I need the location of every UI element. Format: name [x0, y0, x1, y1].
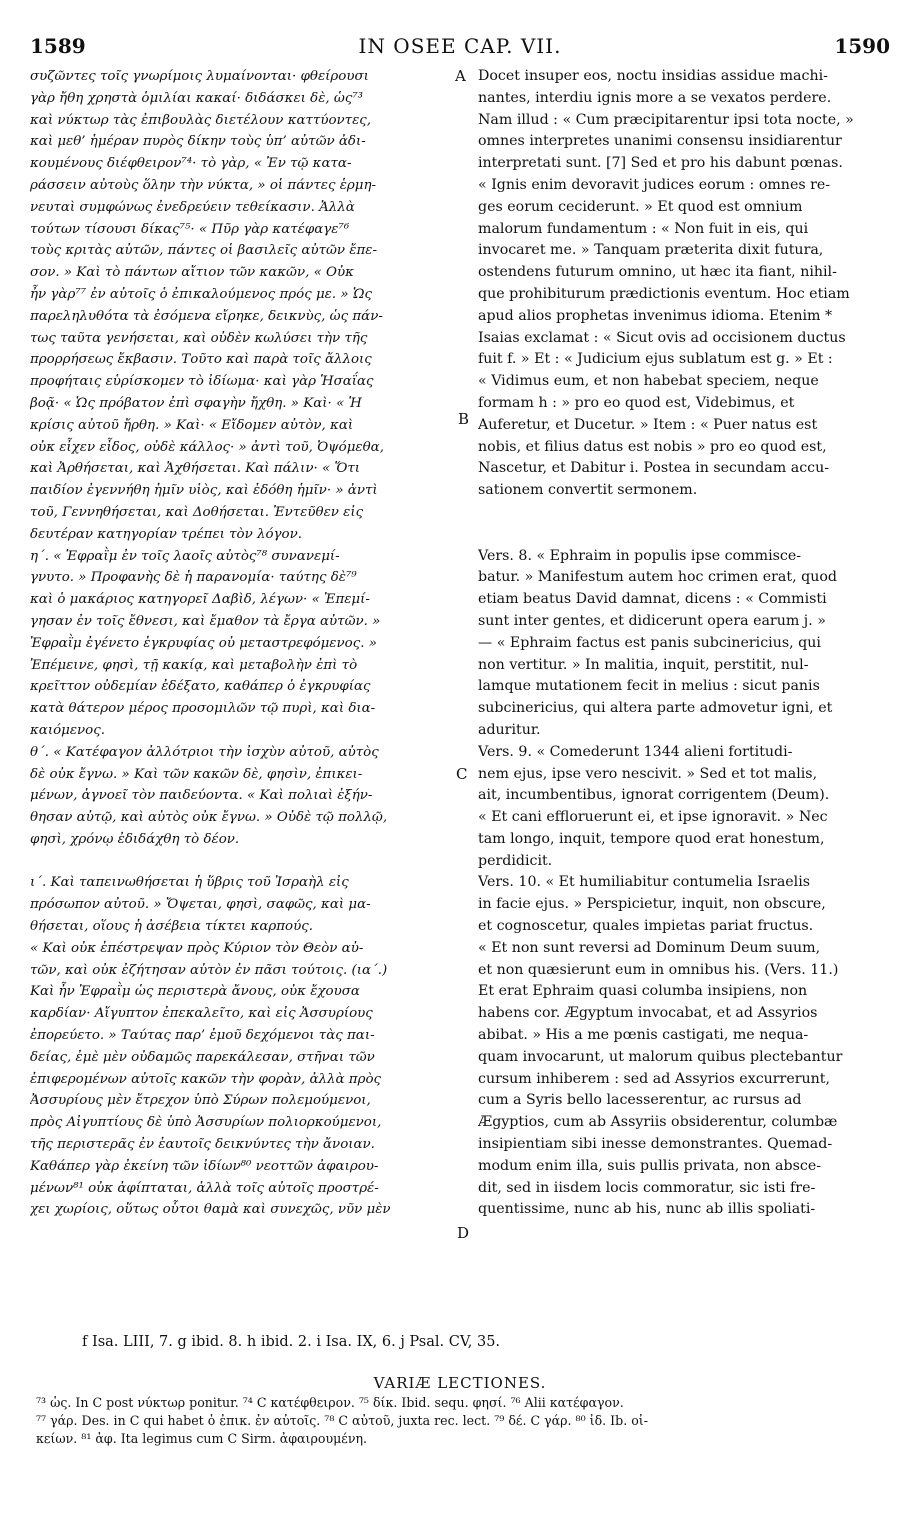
column-number-right: 1590 [834, 34, 890, 58]
greek-text-line-30: κατὰ θάτερον μέρος προσομιλῶν τῷ πυρὶ, καὶ δια- [30, 701, 376, 717]
scripture-footnotes: f Isa. LIII, 7. g ibid. 8. h ibid. 2. i Isa. IX, 6. j Psal. CV, 35. [82, 1334, 501, 1350]
greek-text-line-11: ἦν γὰρ⁷⁷ ἐν αὐτοῖς ὁ ἐπικαλούμενος πρός με. » Ὡς [30, 286, 372, 302]
greek-text-line-15: προφήταις εὑρίσκομεν τὸ ἰδίωμα· καὶ γὰρ Ἡσαΐας [30, 374, 374, 390]
greek-text-line-41: « Καὶ οὐκ ἐπέστρεψαν πρὸς Κύριον τὸν Θεὸν αὐ- [30, 940, 364, 956]
latin-text-line-13: Isaias exclamat : « Sicut ovis ad occisionem ductus [478, 329, 846, 346]
latin-text-line-10: ostendens futurum omnino, ut hæc ita fiant, nihil- [478, 264, 837, 281]
latin-text-line-44: habens cor. Ægyptum invocabat, et ad Assyrios [478, 1005, 818, 1022]
latin-text-line-27: — « Ephraim factus est panis subcinericius, qui [478, 634, 821, 651]
greek-text-line-37 [30, 851, 466, 873]
margin-letter-b: B [458, 410, 470, 428]
latin-text-line-16: formam h : » pro eo quod est, Videbimus, et [478, 394, 795, 411]
greek-text-line-33: δὲ οὐκ ἔγνω. » Καὶ τῶν κακῶν δὲ, φησὶν, ἐπικει- [30, 766, 363, 782]
greek-text-line-51: Καθάπερ γὰρ ἐκείνη τῶν ἰδίων⁸⁰ νεοττῶν ἀφαιρου- [30, 1158, 379, 1174]
variae-lectiones [36, 1394, 896, 1448]
latin-text-line-26: sunt inter gentes, et didicerunt opera earum j. » [478, 612, 826, 629]
greek-text-line-38: ι΄. Καὶ ταπεινωθήσεται ἡ ὕβρις τοῦ Ἰσραὴλ εἰς [30, 875, 349, 891]
greek-text-line-13: τως ταῦτα γενήσεται, καὶ οὐδὲν κωλύσει τὴν τῆς [30, 330, 368, 346]
variae-line-2: ⁷⁷ γάρ. Des. in C qui habet ὁ ἐπικ. ἐν αὐτοῖς. ⁷⁸ C αὐτοῦ, juxta rec. lect. ⁷⁹ δέ. C γάρ. ⁸⁰ ἰδ. Ib. οἰ- [36, 1413, 648, 1428]
greek-text-line-45: ἐπορεύετο. » Ταύτας παρ’ ἐμοῦ δεχόμενοι τὰς παι- [30, 1028, 375, 1044]
greek-text-line-23: η΄. « Ἐφραῒμ ἐν τοῖς λαοῖς αὐτὸς⁷⁸ συνανεμί- [30, 548, 340, 564]
greek-text-line-29: κρεῖττον οὐδεμίαν ἐδέξατο, καθάπερ ὁ ἐγκρυφίας [30, 679, 371, 695]
latin-text-line-6: « Ignis enim devoravit judices eorum : omnes re- [478, 176, 831, 193]
latin-text-line-49: Ægyptios, cum ab Assyriis obsiderentur, columbæ [478, 1114, 838, 1131]
latin-text-line-1: Docet insuper eos, noctu insidias assidue machi- [478, 68, 828, 84]
margin-letter-a: A [455, 67, 466, 85]
latin-text-line-17: Auferetur, et Ducetur. » Item : « Puer natus est [478, 416, 818, 433]
greek-text-line-2: γὰρ ἤθη χρηστὰ ὁμιλίαι κακαί· διδάσκει δὲ, ὡς⁷³ [30, 90, 364, 106]
latin-text-line-15: « Vidimus eum, et non habebat speciem, neque [478, 373, 819, 390]
latin-text-line-24: batur. » Manifestum autem hoc crimen erat, quod [478, 569, 837, 586]
latin-text-line-43: Et erat Ephraim quasi columba insipiens, non [478, 983, 808, 1000]
greek-text-line-5: κουμένους διέφθειρον⁷⁴· τὸ γὰρ, « Ἐν τῷ κατα- [30, 156, 352, 172]
latin-text-line-40: et cognoscetur, quales impietas pariat fructus. [478, 918, 814, 935]
latin-text-line-21 [478, 502, 890, 524]
greek-text-line-16: βοᾷ· « Ὡς πρόβατον ἐπὶ σφαγὴν ἤχθη. » Καὶ· « Ἡ [30, 395, 362, 411]
latin-text-line-18: nobis, et filius datus est nobis » pro eo quod est, [478, 438, 827, 455]
variae-lectiones-title: VARIÆ LECTIONES. [373, 1374, 547, 1392]
latin-text-line-33: nem ejus, ipse vero nescivit. » Sed et tot malis, [478, 765, 818, 782]
greek-text-line-25: καὶ ὁ μακάριος κατηγορεῖ Δαβὶδ, λέγων· « Ἐπεμί- [30, 592, 370, 608]
latin-text-line-46: quam invocarunt, ut malorum quibus plectebantur [478, 1048, 843, 1065]
greek-text-line-53: χει χωρίοις, οὕτως οὗτοι θαμὰ καὶ συνεχῶς, νῦν μὲν [30, 1202, 391, 1218]
latin-text-line-12: apud alios prophetas invenimus idioma. Etenim * [478, 307, 833, 324]
latin-text-line-37: perdidicit. [478, 852, 553, 869]
greek-text-line-27: Ἐφραῒμ ἐγένετο ἐγκρυφίας οὐ μεταστρεφόμενος. » [30, 635, 377, 651]
latin-text-line-48: cum a Syris bello lacesserentur, ac rursus ad [478, 1092, 802, 1109]
greek-text-line-18: οὐκ εἶχεν εἶδος, οὐδὲ κάλλος· » ἀντὶ τοῦ, Ὀψόμεθα, [30, 439, 384, 455]
latin-text-line-45: abibat. » His a me pœnis castigati, me nequa- [478, 1027, 809, 1044]
margin-letter-d: D [457, 1224, 470, 1242]
margin-letter-c: C [456, 765, 468, 783]
latin-text-line-4: omnes interpretes unanimi consensu insidiarentur [478, 133, 842, 150]
latin-text-line-34: ait, incumbentibus, ignorat corrigentem (Deum). [478, 787, 830, 804]
latin-text-line-2: nantes, interdiu ignis more a se vexatos perdere. [478, 89, 832, 106]
column-number-left: 1589 [30, 34, 86, 58]
latin-text-line-35: « Et cani effloruerunt ei, et ipse ignoravit. » Nec [478, 809, 828, 826]
greek-text-line-7: νευταὶ συμφώνως ἐνεδρεύειν τεθείκασιν. Ἀλλὰ [30, 199, 355, 215]
greek-text-line-8: τούτων τίσουσι δίκας⁷⁵· « Πῦρ γὰρ κατέφαγε⁷⁶ [30, 221, 350, 237]
greek-text-line-9: τοὺς κριτὰς αὐτῶν, πάντες οἱ βασιλεῖς αὐτῶν ἔπε- [30, 243, 377, 259]
greek-text-line-31: καιόμενος. [30, 722, 105, 738]
latin-text-line-14: fuit f. » Et : « Judicium ejus sublatum est g. » Et : [478, 351, 833, 368]
greek-text-line-42: τῶν, καὶ οὐκ ἐζήτησαν αὐτὸν ἐν πᾶσι τούτοις. (ια΄.) [30, 962, 388, 978]
greek-text-line-17: κρίσις αὐτοῦ ἤρθη. » Καὶ· « Εἴδομεν αὐτὸν, καὶ [30, 417, 354, 433]
greek-text-line-28: Ἐπέμεινε, φησὶ, τῇ κακίᾳ, καὶ μεταβολὴν ἐπὶ τὸ [30, 657, 358, 673]
greek-text-line-6: ράσσειν αὐτοὺς ὅλην τὴν νύκτα, » οἱ πάντες ἑρμη- [30, 177, 377, 193]
latin-text-line-25: etiam beatus David damnat, dicens : « Commisti [478, 591, 827, 608]
latin-text-line-52: dit, sed in iisdem locis commoratur, sic isti fre- [478, 1179, 816, 1196]
greek-text-line-19: καὶ Ἀρθήσεται, καὶ Ἀχθήσεται. Καὶ πάλιν· « Ὅτι [30, 461, 361, 477]
greek-text-line-1: συζῶντες τοῖς γνωρίμοις λυμαίνονται· φθείρουσι [30, 69, 369, 84]
greek-text-line-12: παρεληλυθότα τὰ ἐσόμενα εἴρηκε, δεικνὺς, ὡς πάν- [30, 308, 383, 324]
latin-text-line-50: insipientiam sibi inesse demonstrantes. Quemad- [478, 1136, 833, 1153]
greek-text-line-34: μένων, ἀγνοεῖ τὸν παιδεύοντα. « Καὶ πολιαὶ ἐξήν- [30, 788, 373, 804]
greek-text-line-43: Καὶ ἦν Ἐφραῒμ ὡς περιστερὰ ἄνους, οὐκ ἔχουσα [30, 984, 360, 1000]
greek-text-line-35: θησαν αὐτῷ, καὶ αὐτὸς οὐκ ἔγνω. » Οὐδὲ τῷ πολλῷ, [30, 810, 388, 826]
latin-text-line-20: sationem convertit sermonem. [478, 482, 698, 499]
latin-text-line-7: ges eorum ceciderunt. » Et quod est omnium [478, 198, 803, 215]
greek-text-line-22: δευτέραν κατηγορίαν τρέπει τὸν λόγον. [30, 526, 303, 542]
greek-text-line-14: προρρήσεως ἔκβασιν. Τοῦτο καὶ παρὰ τοῖς ἄλλοις [30, 352, 372, 368]
greek-text-line-46: δείας, ἐμὲ μὲν οὐδαμῶς παρεκάλεσαν, στῆναι τῶν [30, 1049, 375, 1065]
latin-text-line-23: Vers. 8. « Ephraim in populis ipse commisce- [478, 547, 802, 564]
greek-text-line-24: γνυτο. » Προφανὴς δὲ ἡ παρανομία· ταύτης δὲ⁷⁹ [30, 570, 357, 586]
greek-text-line-4: καὶ μεθ’ ἡμέραν πυρὸς δίκην τοὺς ὑπ’ αὐτῶν ἀδι- [30, 134, 366, 150]
latin-text-line-28: non vertitur. » In malitia, inquit, perstitit, nul- [478, 656, 809, 673]
latin-text-line-11: que prohibiturum prædictionis eventum. Hoc etiam [478, 285, 850, 302]
running-header [30, 34, 890, 64]
greek-text-line-40: θήσεται, οἵους ἡ ἀσέβεια τίκτει καρπούς. [30, 919, 314, 935]
latin-text-line-41: « Et non sunt reversi ad Dominum Deum suum, [478, 939, 821, 956]
greek-text-line-48: Ἀσσυρίους μὲν ἔτρεχον ὑπὸ Σύρων πολεμούμενοι, [30, 1093, 371, 1109]
greek-text-line-36: φησὶ, χρόνῳ ἐδιδάχθη τὸ δέον. [30, 831, 240, 847]
latin-text-line-39: in facie ejus. » Perspicietur, inquit, non obscure, [478, 896, 826, 913]
greek-text-line-26: γησαν ἐν τοῖς ἔθνεσι, καὶ ἔμαθον τὰ ἔργα αὐτῶν. » [30, 613, 381, 629]
latin-text-line-9: invocaret me. » Tanquam præterita dixit futura, [478, 242, 824, 259]
greek-text-line-49: πρὸς Αἰγυπτίους δὲ ὑπὸ Ἀσσυρίων πολιορκούμενοι, [30, 1115, 382, 1131]
greek-text-line-44: καρδίαν· Αἴγυπτον ἐπεκαλεῖτο, καὶ εἰς Ἀσσυρίους [30, 1006, 373, 1022]
latin-text-line-36: tam longo, inquit, tempore quod erat honestum, [478, 830, 825, 847]
latin-text-line-30: subcinericius, qui altera parte admovetur igni, et [478, 700, 833, 717]
latin-text-line-29: lamque mutationem fecit in melius : sicut panis [478, 678, 820, 695]
greek-column [30, 66, 466, 1221]
greek-text-line-32: θ΄. « Κατέφαγον ἀλλότριοι τὴν ἰσχὺν αὐτοῦ, αὐτὸς [30, 744, 379, 760]
greek-text-line-21: τοῦ, Γεννηθήσεται, καὶ Δοθήσεται. Ἐντεῦθεν εἰς [30, 504, 364, 520]
latin-text-line-53: quentissime, nunc ab his, nunc ab illis spoliati- [478, 1201, 816, 1218]
latin-text-line-42: et non quæsierunt eum in omnibus his. (Vers. 11.) [478, 961, 839, 978]
running-title: IN OSEE CAP. VII. [358, 34, 562, 58]
latin-text-line-8: malorum fundamentum : « Non fuit in eis, qui [478, 220, 809, 237]
greek-text-line-39: πρόσωπον αὐτοῦ. » Ὄψεται, φησὶ, σαφῶς, καὶ μα- [30, 897, 371, 913]
greek-text-line-50: τῆς περιστερᾶς ἐν ἑαυτοῖς δεικνύντες τὴν ἄνοιαν. [30, 1137, 375, 1153]
greek-text-line-3: καὶ νύκτωρ τὰς ἐπιβουλὰς διετέλουν καττύοντες, [30, 112, 372, 128]
variae-line-3: κείων. ⁸¹ ἀφ. Ita legimus cum C Sirm. ἀφαιρουμένη. [36, 1431, 368, 1446]
latin-text-line-31: aduritur. [478, 721, 541, 738]
latin-text-line-22 [478, 524, 890, 546]
greek-text-line-47: ἐπιφερομένων αὐτοῖς κακῶν τὴν φορὰν, ἀλλὰ πρὸς [30, 1071, 382, 1087]
latin-text-line-47: cursum inhiberem : sed ad Assyrios excurrerunt, [478, 1070, 831, 1087]
variae-line-1: ⁷³ ὡς. In C post νύκτωρ ponitur. ⁷⁴ C κατέφθειρον. ⁷⁵ δίκ. Ibid. sequ. φησί. ⁷⁶ Alii κατέφαγον. [36, 1395, 624, 1410]
latin-text-line-32: Vers. 9. « Comederunt 1344 alieni fortitudi- [478, 743, 793, 760]
latin-text-line-51: modum enim illa, suis pullis privata, non absce- [478, 1157, 822, 1174]
latin-text-line-38: Vers. 10. « Et humiliabitur contumelia Israelis [478, 874, 811, 891]
latin-text-line-3: Nam illud : « Cum præcipitarentur ipsi tota nocte, » [478, 111, 854, 128]
greek-text-line-52: μένων⁸¹ οὐκ ἀφίπταται, ἀλλὰ τοῖς αὐτοῖς προστρέ- [30, 1180, 379, 1196]
latin-text-line-5: interpretati sunt. [7] Sed et pro his dabunt pœnas. [478, 155, 843, 172]
greek-text-line-20: παιδίον ἐγεννήθη ἡμῖν υἱὸς, καὶ ἐδόθη ἡμῖν· » ἀντὶ [30, 483, 378, 499]
greek-text-line-10: σον. » Καὶ τὸ πάντων αἴτιον τῶν κακῶν, « Οὐκ [30, 265, 354, 281]
latin-text-line-19: Nascetur, et Dabitur i. Postea in secundam accu- [478, 460, 830, 477]
latin-column [478, 66, 890, 1221]
